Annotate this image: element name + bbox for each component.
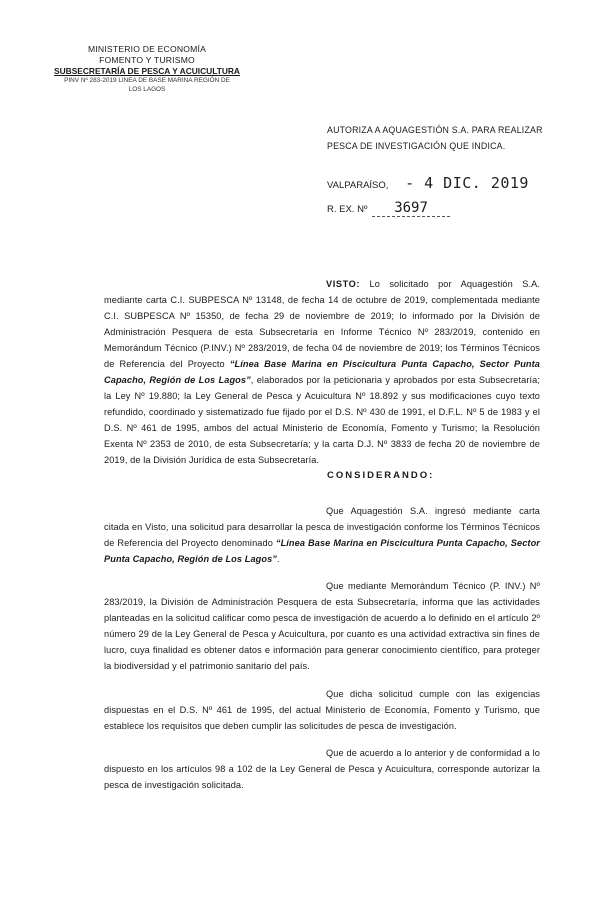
visto-paragraph — [104, 276, 540, 468]
subject-line-1: AUTORIZA A AQUAGESTIÓN S.A. PARA REALIZAR — [327, 125, 543, 135]
ministry-line-1: MINISTERIO DE ECONOMÍA — [87, 44, 207, 54]
visto-text-b: , elaborados por la peticionaria y aprobados por esta Subsecretaría; la Ley Nº 19.880; la Ley General de Pesca y Acuicultura Nº 18.892 y sus modificaciones cuyo texto refundido, coordinado y sistematizado fue fijado por el D.S. Nº 430 de 1991, el D.F.L. Nº 5 de 1983 y el D.S. Nº 461 de 1995, ambos del actual Ministerio de Economía, Fomento y Turismo; la Resolución Exenta Nº 2353 de 2010, de esta Subsecretaría; y la carta D.J. Nº 3833 de fecha 20 de noviembre de 2019, de la División Jurídica de esta Subsecretaría. — [104, 375, 540, 465]
reference-line-1: PINV Nº 283-2019 LINEA DE BASE MARINA REGIÓN DE — [64, 77, 230, 84]
date-line — [327, 174, 529, 192]
visto-text-a: Lo solicitado por Aquagestión S.A. mediante carta C.I. SUBPESCA Nº 13148, de fecha 14 de octubre de 2019, complementada mediante C.I. SUBPESCA Nº 15350, de fecha 29 de noviembre de 2019; lo informado por la División de Administración Pesquera de esta Subsecretaría en Informe Técnico Nº 283/2019, contenido en Memorándum Técnico (P.INV.) Nº 283/2019, de fecha 04 de noviembre de 2019; los Términos Técnicos de Referencia del Proyecto — [104, 279, 540, 369]
considerando-p4-text: Que de acuerdo a lo anterior y de conformidad a lo dispuesto en los artículos 98 a 102 de la Ley General de Pesca y Acuicultura, corresponde autorizar la pesca de investigación solicitada. — [104, 748, 540, 790]
considerando-p2-text: Que mediante Memorándum Técnico (P. INV.) Nº 283/2019, la División de Administración Pesquera de esta Subsecretaría, informa que las actividades planteadas en la solicitud calificar como pesca de investigación de acuerdo a lo definido en el artículo 2º número 29 de la Ley General de Pesca y Acuicultura, por cuanto es una actividad extractiva sin fines de lucro, cuya finalidad es obtener datos e información para generar conocimiento científico, para proteger la biodiversidad y el patrimonio sanitario del país. — [104, 581, 540, 671]
considerando-paragraph-2 — [104, 578, 540, 674]
considerando-p1-text-b: . — [276, 554, 280, 564]
ministry-line-2: FOMENTO Y TURISMO — [99, 55, 195, 65]
considerando-paragraph-1 — [104, 503, 540, 567]
visto-project-title: “Línea Base Marina en Piscicultura Punta Capacho, Sector Punta Capacho, Región de Los Lagos” — [104, 359, 540, 385]
considerando-project-title: “Línea Base Marina en Piscicultura Punta Capacho, Sector Punta Capacho, Región de Los Lagos” — [104, 538, 540, 564]
resolution-number-line — [327, 200, 450, 217]
considerando-p3-text: Que dicha solicitud cumple con las exigencias dispuestas en el D.S. Nº 461 de 1995, del actual Ministerio de Economía, Fomento y Turismo, que establece los requisitos que deben cumplir las solicitudes de pesca de investigación. — [104, 689, 540, 731]
considerando-heading: CONSIDERANDO: — [327, 470, 435, 481]
resolution-label: R. EX. Nº — [327, 204, 368, 215]
letterhead — [52, 44, 242, 94]
date-stamp: - 4 DIC. 2019 — [405, 174, 529, 192]
considerando-paragraph-3 — [104, 686, 540, 734]
resolution-number: 3697 — [372, 200, 450, 217]
reference-line-2: LOS LAGOS — [128, 85, 166, 93]
resolution-subject — [327, 122, 547, 154]
date-place: VALPARAÍSO, — [327, 180, 389, 191]
subject-line-2: PESCA DE INVESTIGACIÓN QUE INDICA. — [327, 141, 506, 151]
considerando-paragraph-4 — [104, 745, 540, 793]
subsecretaria-name: SUBSECRETARÍA DE PESCA Y ACUICULTURA — [54, 66, 240, 76]
visto-label: VISTO: — [326, 279, 361, 289]
considerando-p1-text-a: Que Aquagestión S.A. ingresó mediante carta citada en Visto, una solicitud para desarrollar la pesca de investigación conforme los Términos Técnicos de Referencia del Proyecto denominado — [104, 506, 540, 548]
